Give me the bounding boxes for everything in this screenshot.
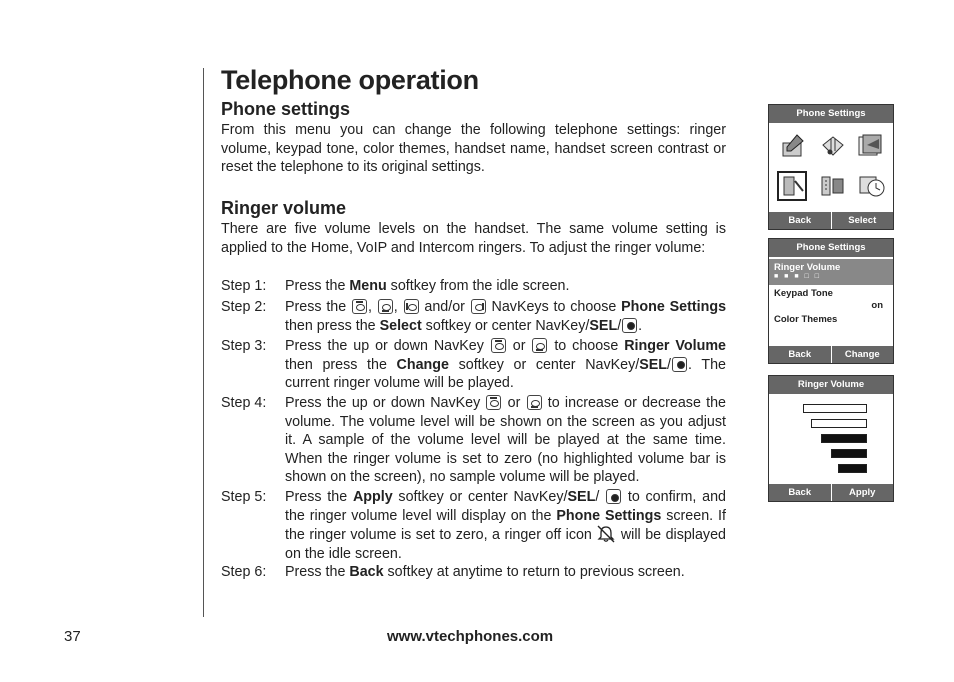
- screen-ringer-volume: [768, 375, 894, 502]
- navkey-down-icon: [527, 395, 542, 410]
- color-themes-icon: [855, 131, 885, 161]
- softkey-bar: [769, 212, 893, 229]
- keypad-tone-icon: [817, 131, 847, 161]
- volume-bar-3: [821, 434, 867, 443]
- screen-title: Phone Settings: [769, 239, 893, 257]
- step-6: Step 6: Press the Back softkey at anytime to return to previous screen.: [221, 564, 685, 580]
- apply-softkey[interactable]: Apply: [831, 484, 894, 501]
- page-number: 37: [64, 628, 81, 645]
- back-softkey[interactable]: Back: [788, 215, 812, 226]
- back-softkey[interactable]: Back: [788, 349, 812, 360]
- step-1: Step 1: Press the Menu softkey from the idle screen.: [221, 278, 570, 294]
- reset-settings-icon: [857, 171, 887, 201]
- phone-settings-intro: From this menu you can change the following telephone settings: ringer volume, keypad tone, color themes, handset name, handset screen contrast or reset the telephone to its original settings.: [221, 122, 726, 176]
- website-url: www.vtechphones.com: [387, 628, 554, 645]
- ringer-volume-intro: There are five volume levels on the handset. The same volume setting is applied to the Home, VoIP and Intercom ringers. To adjust the ringer volume:: [221, 221, 726, 256]
- select-softkey[interactable]: Select: [831, 212, 894, 229]
- volume-bar-2: [831, 449, 867, 458]
- softkey-bar: [769, 346, 893, 363]
- menu-item-ringer-volume[interactable]: Ringer Volume ■ ■ ■ □ □: [769, 259, 893, 285]
- navkey-center-icon: [606, 489, 621, 504]
- ringer-volume-heading: Ringer volume: [221, 198, 347, 218]
- navkey-down-icon: [532, 338, 547, 353]
- volume-bar-4: [811, 419, 867, 428]
- menu-item-keypad-tone[interactable]: Keypad Tone on: [769, 288, 893, 311]
- volume-level-indicator: ■ ■ ■ □ □: [774, 273, 821, 280]
- ringer-settings-icon: [777, 131, 807, 161]
- navkey-center-icon: [622, 318, 637, 333]
- volume-bar-1: [838, 464, 867, 473]
- volume-bar-5: [803, 404, 867, 413]
- navkey-left-icon: [404, 299, 419, 314]
- ringer-off-icon: [596, 525, 616, 543]
- back-softkey[interactable]: Back: [788, 487, 812, 498]
- navkey-up-icon: [486, 395, 501, 410]
- softkey-bar: [769, 484, 893, 501]
- navkey-right-icon: [471, 299, 486, 314]
- navkey-down-icon: [378, 299, 393, 314]
- step-4: Step 4: Press the up or down NavKey or to increase or decrease the volume. The volume level will be shown on the screen as you adjust it. A sample of the volume level will be played at the same time. When the ringer volume is set to zero (no highlighted volume bar is shown on the screen), no sample volume will be played.: [221, 395, 726, 486]
- step-3: Step 3: Press the up or down NavKey or to choose Ringer Volume then press the Change softkey or center NavKey/SEL/ . The current ringer volume will be played.: [221, 338, 727, 392]
- change-softkey[interactable]: Change: [831, 346, 894, 363]
- screen-title: Ringer Volume: [769, 376, 893, 394]
- menu-item-color-themes[interactable]: Color Themes: [774, 314, 838, 325]
- screen-title: Phone Settings: [769, 105, 893, 123]
- step-2: Step 2: Press the , , and/or NavKeys to choose Phone Settings then press the Select softkey or center NavKey/SEL/ .: [221, 299, 727, 334]
- margin-rule: [203, 68, 204, 617]
- handset-name-icon: [777, 171, 807, 201]
- phone-settings-heading: Phone settings: [221, 99, 351, 119]
- navkey-up-icon: [352, 299, 367, 314]
- screen-phone-settings-list: [768, 238, 894, 364]
- step-5: Step 5: Press the Apply softkey or center NavKey/SEL/ to confirm, and the ringer volume level will display on the Phone Settings screen. If the ringer volume is set to zero, a ringer off icon will be displayed on the idle screen.: [221, 489, 726, 562]
- screen-phone-settings-menu: [768, 104, 894, 230]
- navkey-center-icon: [672, 357, 687, 372]
- navkey-up-icon: [491, 338, 506, 353]
- page-title: Telephone operation: [221, 65, 479, 95]
- keypad-tone-value: on: [871, 300, 883, 311]
- screen-contrast-icon: [817, 171, 847, 201]
